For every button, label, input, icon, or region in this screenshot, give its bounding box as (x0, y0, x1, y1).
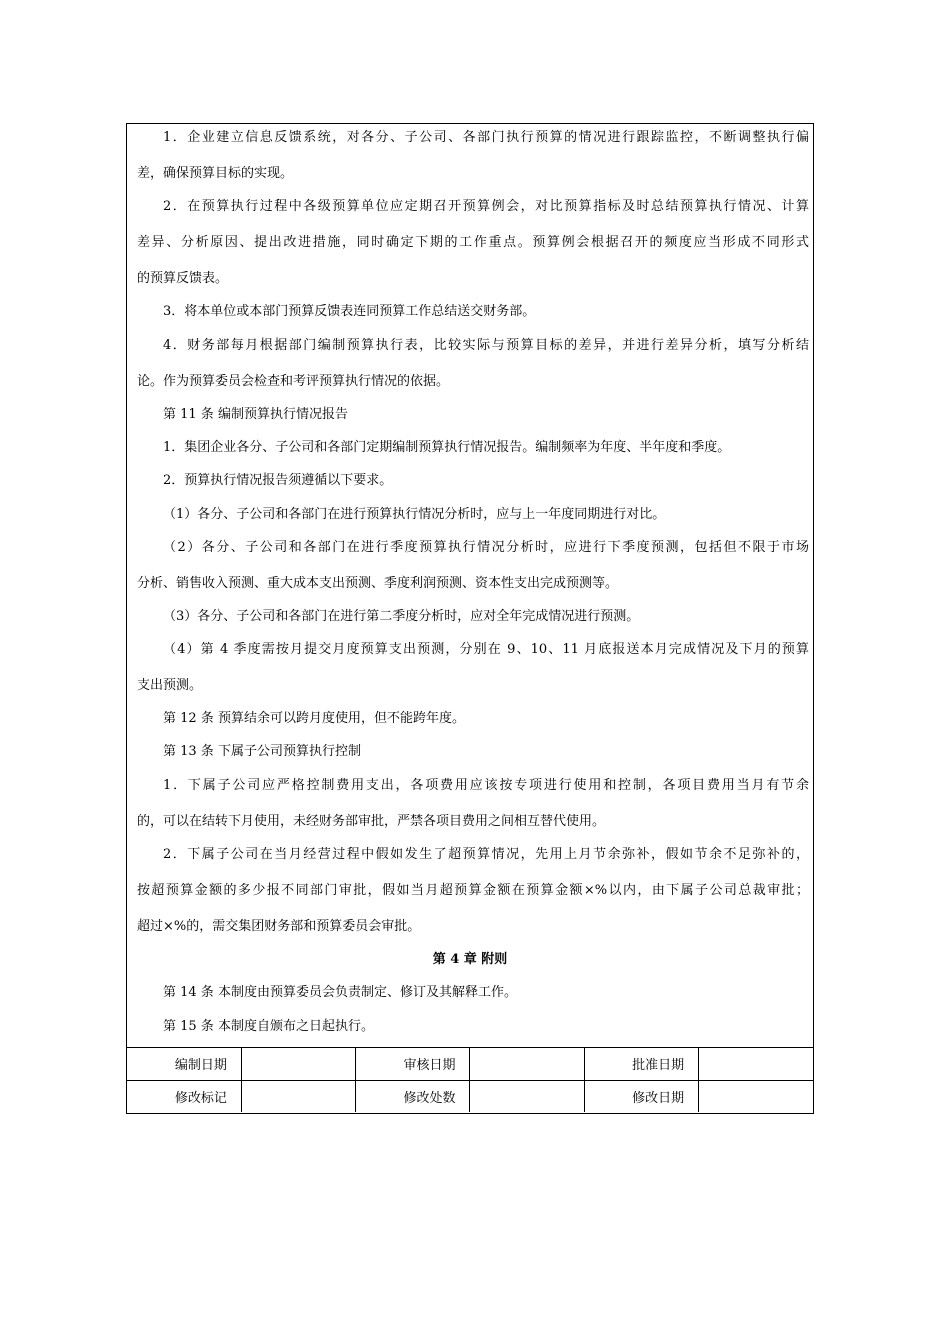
paragraph-line: 2．预算执行情况报告须遵循以下要求。 (163, 473, 393, 488)
document-frame (126, 123, 814, 1114)
paragraph-line: 2．下属子公司在当月经营过程中假如发生了超预算情况，先用上月节余弥补，假如节余不足弥补的， (163, 847, 809, 862)
paragraph-line: 支出预测。 (137, 678, 203, 693)
paragraph-line: 超过×%的，需交集团财务部和预算委员会审批。 (137, 919, 421, 934)
paragraph-line: 3．将本单位或本部门预算反馈表连同预算工作总结送交财务部。 (163, 304, 536, 319)
paragraph-line: （1）各分、子公司和各部门在进行预算执行情况分析时，应与上一年度同期进行对比。 (163, 507, 666, 522)
paragraph-line: 的预算反馈表。 (137, 271, 229, 286)
revision-mark-label: 修改标记 (127, 1080, 241, 1112)
paragraph-line: 1．企业建立信息反馈系统，对各分、子公司、各部门执行预算的情况进行跟踪监控，不断调整执行偏 (163, 130, 809, 145)
chapter-heading: 第 4 章 附则 (432, 952, 508, 967)
approved-date-label: 批准日期 (584, 1048, 698, 1080)
paragraph-line: 1．集团企业各分、子公司和各部门定期编制预算执行情况报告。编制频率为年度、半年度和季度。 (163, 440, 731, 455)
revision-mark-value[interactable] (241, 1080, 355, 1112)
paragraph-line: 差异、分析原因、提出改进措施，同时确定下期的工作重点。预算例会根据召开的频度应当形成不同形式 (137, 235, 809, 250)
paragraph-line: 的，可以在结转下月使用，未经财务部审批，严禁各项目费用之间相互替代使用。 (137, 814, 606, 829)
article-heading: 第 14 条 本制度由预算委员会负责制定、修订及其解释工作。 (163, 985, 517, 1000)
prepared-date-value[interactable] (241, 1048, 355, 1080)
paragraph-line: （4）第 4 季度需按月提交月度预算支出预测，分别在 9、10、11 月底报送本月完成情况及下月的预算 (163, 642, 809, 657)
article-heading: 第 11 条 编制预算执行情况报告 (163, 407, 348, 422)
table-row (127, 1048, 813, 1080)
paragraph-line: （2）各分、子公司和各部门在进行季度预算执行情况分析时，应进行下季度预测，包括但不限于市场 (163, 540, 809, 555)
paragraph-line: 分析、销售收入预测、重大成本支出预测、季度利润预测、资本性支出完成预测等。 (137, 576, 619, 591)
article-heading: 第 13 条 下属子公司预算执行控制 (163, 744, 361, 759)
revision-date-label: 修改日期 (584, 1080, 698, 1112)
document-body (127, 124, 813, 1047)
reviewed-date-label: 审核日期 (356, 1048, 470, 1080)
revision-count-label: 修改处数 (356, 1080, 470, 1112)
paragraph-line: 论。作为预算委员会检查和考评预算执行情况的依据。 (137, 374, 450, 389)
revision-date-value[interactable] (699, 1080, 813, 1112)
paragraph-line: 差，确保预算目标的实现。 (137, 166, 294, 181)
paragraph-line: 1．下属子公司应严格控制费用支出，各项费用应该按专项进行使用和控制，各项目费用当月有节余 (163, 778, 809, 793)
reviewed-date-value[interactable] (470, 1048, 584, 1080)
article-heading: 第 12 条 预算结余可以跨月度使用，但不能跨年度。 (163, 711, 465, 726)
signature-table (127, 1047, 813, 1115)
article-heading: 第 15 条 本制度自颁布之日起执行。 (163, 1019, 374, 1034)
approved-date-value[interactable] (699, 1048, 813, 1080)
paragraph-line: 4．财务部每月根据部门编制预算执行表，比较实际与预算目标的差异，并进行差异分析，填写分析结 (163, 338, 809, 353)
prepared-date-label: 编制日期 (127, 1048, 241, 1080)
paragraph-line: 按超预算金额的多少报不同部门审批，假如当月超预算金额在预算金额×%以内，由下属子公司总裁审批； (137, 883, 809, 898)
table-row (127, 1080, 813, 1112)
paragraph-line: （3）各分、子公司和各部门在进行第二季度分析时，应对全年完成情况进行预测。 (163, 609, 640, 624)
paragraph-line: 2．在预算执行过程中各级预算单位应定期召开预算例会，对比预算指标及时总结预算执行情况、计算 (163, 199, 809, 214)
revision-count-value[interactable] (470, 1080, 584, 1112)
